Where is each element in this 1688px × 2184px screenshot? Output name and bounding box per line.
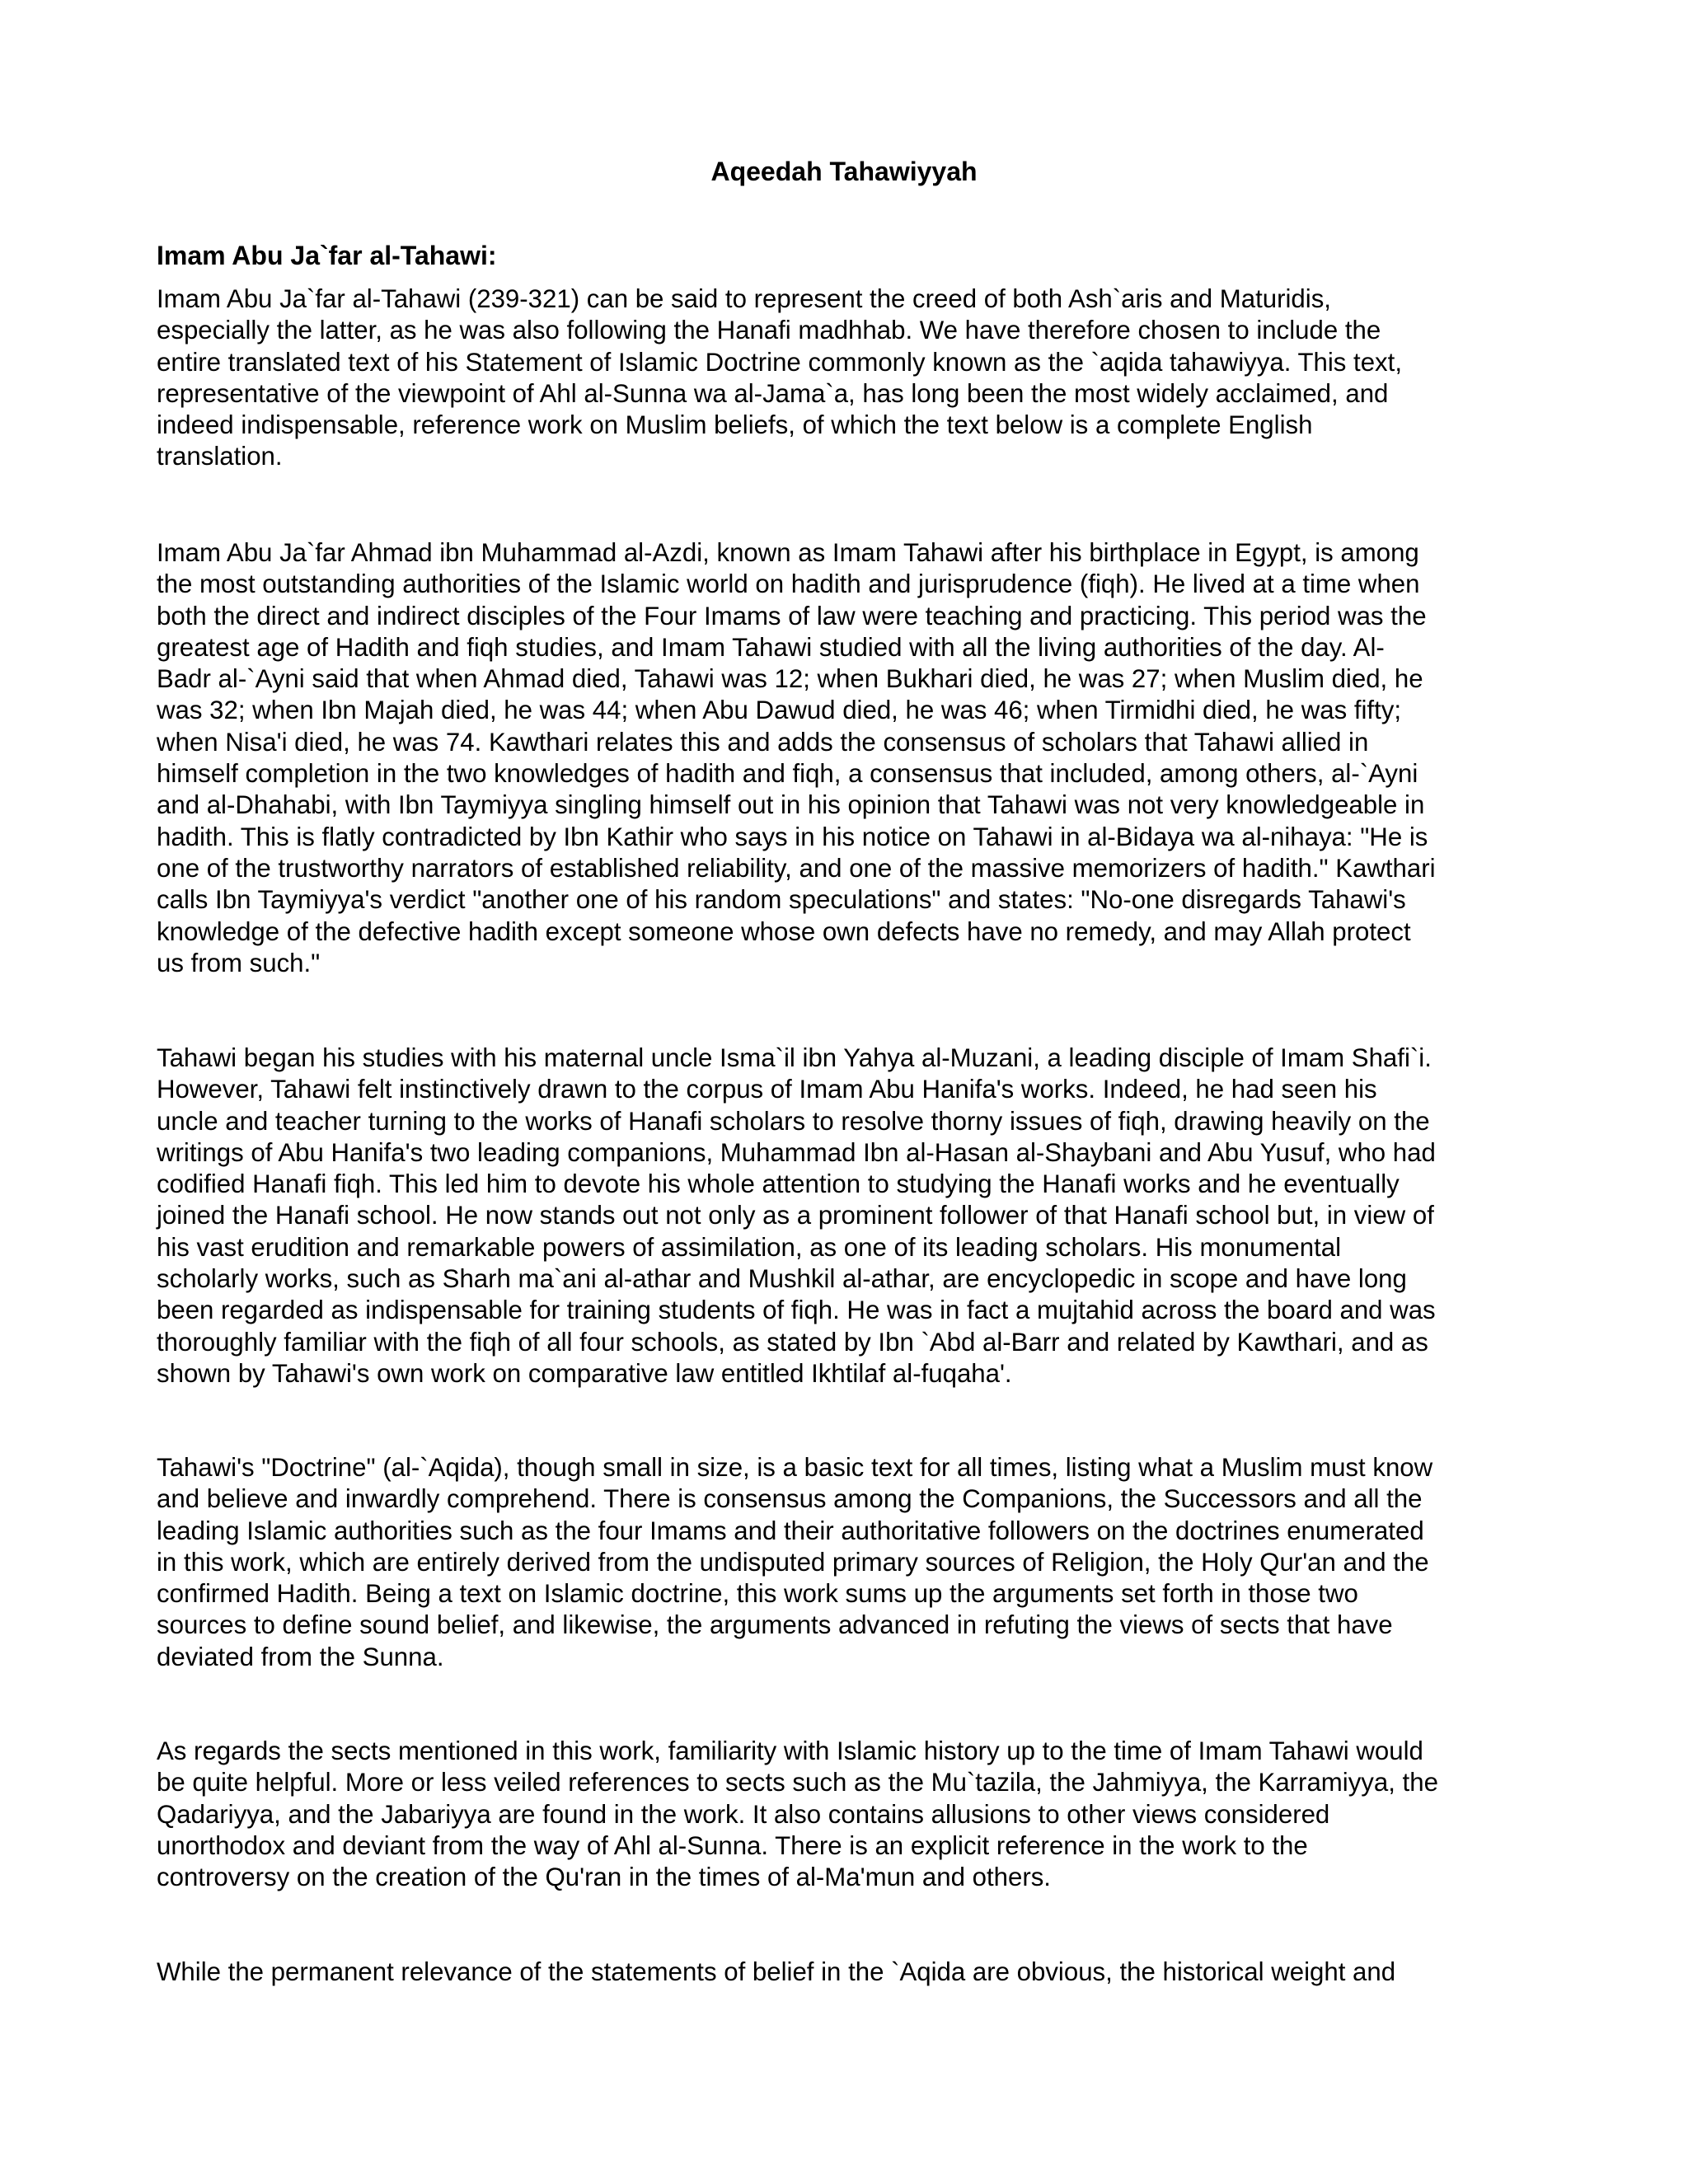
paragraph-line: himself completion in the two knowledges of hadith and fiqh, a consensus that included, among others, al-`Ayni (157, 759, 1418, 789)
paragraph-relevance (157, 1957, 1541, 1988)
paragraph-studies (157, 1043, 1541, 1390)
paragraph-line: sources to define sound belief, and likewise, the arguments advanced in refuting the views of sects that have (157, 1610, 1393, 1640)
paragraph-line: knowledge of the defective hadith except someone whose own defects have no remedy, and may Allah protect (157, 916, 1411, 946)
paragraph-line: translation. (157, 442, 283, 471)
paragraph-line: codified Hanafi fiqh. This led him to devote his whole attention to studying the Hanafi works and he eventually (157, 1169, 1400, 1199)
paragraph-line: us from such." (157, 948, 321, 977)
paragraph-line: Tahawi's "Doctrine" (al-`Aqida), though small in size, is a basic text for all times, listing what a Muslim must know (157, 1453, 1433, 1482)
paragraph-line: While the permanent relevance of the statements of belief in the `Aqida are obvious, the historical weight and (157, 1957, 1396, 1986)
paragraph-line: Imam Abu Ja`far al-Tahawi (239-321) can be said to represent the creed of both Ash`aris and Maturidis, (157, 284, 1331, 313)
paragraph-line: hadith. This is flatly contradicted by Ibn Kathir who says in his notice on Tahawi in al-Bidaya wa al-nihaya: "He is (157, 822, 1428, 851)
paragraph-line: Tahawi began his studies with his maternal uncle Isma`il ibn Yahya al-Muzani, a leading disciple of Imam Shafi`i. (157, 1043, 1432, 1072)
paragraph-line: As regards the sects mentioned in this work, familiarity with Islamic history up to the time of Imam Tahawi would (157, 1736, 1423, 1765)
paragraph-line: greatest age of Hadith and fiqh studies, and Imam Tahawi studied with all the living authorities of the day. Al- (157, 632, 1385, 662)
paragraph-line: shown by Tahawi's own work on comparative law entitled Ikhtilaf al-fuqaha'. (157, 1358, 1012, 1388)
paragraph-line: the most outstanding authorities of the Islamic world on hadith and jurisprudence (fiqh). He lived at a time when (157, 569, 1420, 599)
paragraph-line: representative of the viewpoint of Ahl al-Sunna wa al-Jama`a, has long been the most widely acclaimed, and (157, 378, 1389, 408)
paragraph-line: in this work, which are entirely derived from the undisputed primary sources of Religion, the Holy Qur'an and the (157, 1547, 1429, 1577)
paragraph-line: Qadariyya, and the Jabariyya are found in the work. It also contains allusions to other views considered (157, 1799, 1330, 1829)
paragraph-doctrine (157, 1452, 1541, 1673)
paragraph-line: Imam Abu Ja`far Ahmad ibn Muhammad al-Azdi, known as Imam Tahawi after his birthplace in Egypt, is among (157, 538, 1419, 567)
paragraph-line: calls Ibn Taymiyya's verdict "another one of his random speculations" and states: "No-one disregards Tahawi's (157, 885, 1406, 915)
paragraph-line: controversy on the creation of the Qu'ran in the times of al-Ma'mun and others. (157, 1863, 1051, 1892)
paragraph-line: Badr al-`Ayni said that when Ahmad died, Tahawi was 12; when Bukhari died, he was 27; when Muslim died, he (157, 664, 1423, 694)
paragraph-sects (157, 1736, 1541, 1893)
paragraph-line: been regarded as indispensable for training students of fiqh. He was in fact a mujtahid across the board and was (157, 1296, 1436, 1325)
paragraph-line: when Nisa'i died, he was 74. Kawthari relates this and adds the consensus of scholars that Tahawi allied in (157, 727, 1369, 757)
section-heading: Imam Abu Ja`far al-Tahawi: (157, 241, 497, 270)
paragraph-biography (157, 537, 1541, 979)
paragraph-line: his vast erudition and remarkable powers of assimilation, as one of its leading scholars. His monumental (157, 1232, 1342, 1262)
document-title: Aqeedah Tahawiyyah (710, 157, 978, 186)
paragraph-line: and believe and inwardly comprehend. There is consensus among the Companions, the Successors and all the (157, 1484, 1423, 1514)
paragraph-line: joined the Hanafi school. He now stands out not only as a prominent follower of that Hanafi school but, in view of (157, 1201, 1434, 1230)
paragraph-line: entire translated text of his Statement of Islamic Doctrine commonly known as the `aqida tahawiyya. This text, (157, 347, 1402, 377)
paragraph-line: deviated from the Sunna. (157, 1642, 444, 1671)
paragraph-line: both the direct and indirect disciples of the Four Imams of law were teaching and practicing. This period was the (157, 601, 1427, 630)
paragraph-line: indeed indispensable, reference work on Muslim beliefs, of which the text below is a complete English (157, 410, 1313, 440)
paragraph-line: especially the latter, as he was also following the Hanafi madhhab. We have therefore chosen to include the (157, 316, 1381, 345)
paragraph-line: be quite helpful. More or less veiled references to sects such as the Mu`tazila, the Jahmiyya, the Karramiyya, the (157, 1768, 1438, 1797)
paragraph-line: unorthodox and deviant from the way of Ahl al-Sunna. There is an explicit reference in the work to the (157, 1830, 1308, 1860)
paragraph-line: writings of Abu Hanifa's two leading companions, Muhammad Ibn al-Hasan al-Shaybani and Abu Yusuf, who had (157, 1137, 1436, 1167)
paragraph-line: leading Islamic authorities such as the four Imams and their authoritative followers on the doctrines enumerated (157, 1516, 1424, 1545)
paragraph-line: confirmed Hadith. Being a text on Islamic doctrine, this work sums up the arguments set forth in those two (157, 1579, 1358, 1609)
paragraph-line: was 32; when Ibn Majah died, he was 44; when Abu Dawud died, he was 46; when Tirmidhi died, he was fifty; (157, 696, 1402, 725)
paragraph-line: scholarly works, such as Sharh ma`ani al-athar and Mushkil al-athar, are encyclopedic in scope and have long (157, 1264, 1407, 1294)
paragraph-line: uncle and teacher turning to the works of Hanafi scholars to resolve thorny issues of fiqh, drawing heavily on the (157, 1106, 1430, 1136)
paragraph-line: thoroughly familiar with the fiqh of all four schools, as stated by Ibn `Abd al-Barr and related by Kawthari, and as (157, 1327, 1428, 1357)
paragraph-line: However, Tahawi felt instinctively drawn to the corpus of Imam Abu Hanifa's works. Indeed, he had seen his (157, 1075, 1377, 1104)
paragraph-line: and al-Dhahabi, with Ibn Taymiyya singling himself out in his opinion that Tahawi was not very knowledgeable in (157, 790, 1425, 820)
paragraph-line: one of the trustworthy narrators of established reliability, and one of the massive memorizers of hadith." Kawthari (157, 853, 1436, 883)
paragraph-intro (157, 284, 1541, 473)
